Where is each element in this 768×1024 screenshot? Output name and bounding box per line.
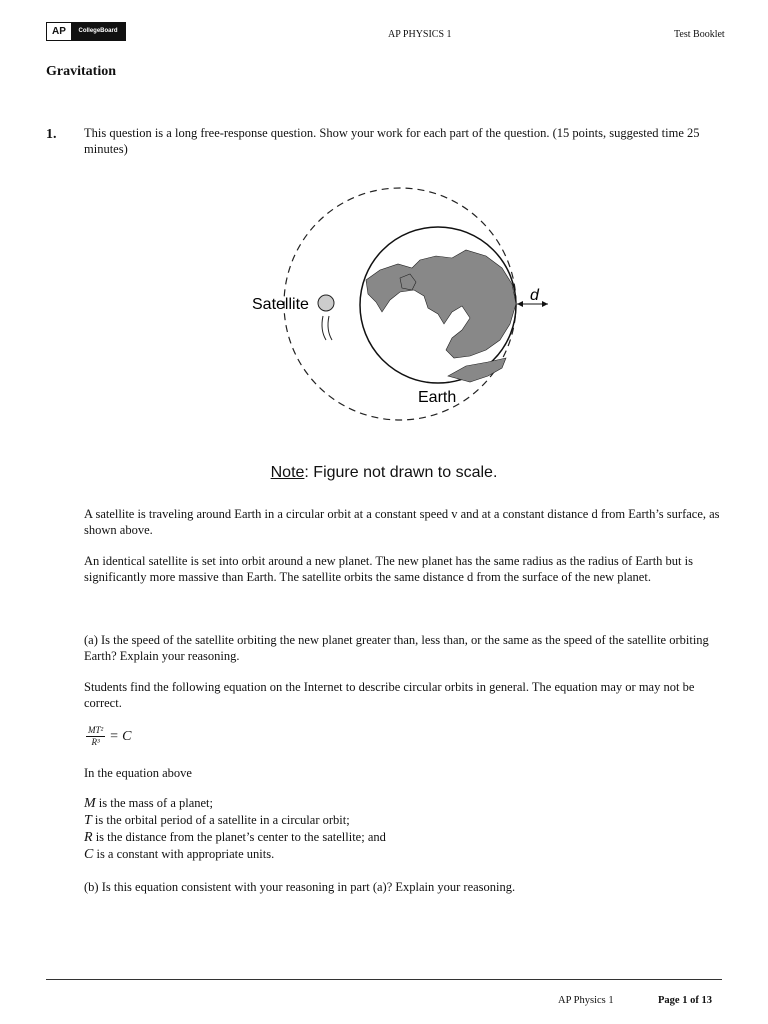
paragraph-equation-intro: In the equation above — [84, 766, 192, 780]
definition-variable: M — [84, 796, 96, 811]
arrowhead-left — [517, 301, 523, 307]
section-title: Gravitation — [46, 64, 116, 79]
definition-text: is the mass of a planet; — [95, 796, 214, 810]
header-booklet: Test Booklet — [674, 29, 725, 40]
question-number: 1. — [46, 127, 57, 142]
definition-text: is the distance from the planet’s center to the satellite; and — [92, 830, 386, 844]
equation — [86, 725, 132, 748]
definition-item — [84, 829, 724, 846]
definition-text: is the orbital period of a satellite in a circular orbit; — [91, 813, 350, 827]
footer-divider — [46, 979, 722, 980]
satellite-motion-line — [328, 316, 332, 340]
paragraph-new-planet: An identical satellite is set into orbit around a new planet. The new planet has the same radius as the radius of Earth but is significantly more massive than Earth. The satellite orbits the same distance d from the surface of the new planet. — [84, 554, 693, 584]
part-b-question: (b) Is this equation consistent with your reasoning in part (a)? Explain your reasoning. — [84, 880, 516, 894]
definition-item — [84, 812, 724, 829]
paragraph-students: Students find the following equation on the Internet to describe circular orbits in general. The equation may or may not be correct. — [84, 680, 695, 710]
logo-ap-text: AP — [47, 23, 71, 40]
equation-fraction — [86, 725, 105, 748]
definition-variable: R — [84, 830, 93, 845]
paragraph-satellite: A satellite is traveling around Earth in a circular orbit at a constant speed v and at a constant distance d from Earth’s surface, as shown above. — [84, 507, 720, 537]
header-course: AP PHYSICS 1 — [388, 29, 452, 40]
note-prefix: Note — [270, 464, 305, 481]
satellite-label: Satellite — [252, 296, 309, 313]
definition-text: is a constant with appropriate units. — [93, 847, 275, 861]
satellite-circle — [318, 295, 334, 311]
figure-note — [0, 464, 768, 482]
arrowhead-right — [542, 301, 548, 307]
definition-item — [84, 795, 724, 812]
logo-collegeboard-text: CollegeBoard — [71, 23, 125, 40]
ap-collegeboard-logo — [46, 22, 126, 41]
equation-rhs: = C — [109, 728, 132, 744]
question-intro: This question is a long free-response question. Show your work for each part of the question. (15 points, suggested time 25 minutes) — [84, 126, 700, 156]
orbit-figure — [240, 180, 570, 430]
definition-variable: T — [84, 813, 92, 828]
footer-page-number: Page 1 of 13 — [658, 995, 712, 1006]
definition-variable: C — [84, 847, 94, 862]
equation-numerator: MT² — [88, 725, 104, 735]
definition-list — [84, 795, 724, 863]
distance-label: d — [530, 287, 539, 304]
footer-course: AP Physics 1 — [558, 995, 614, 1006]
note-text: : Figure not drawn to scale. — [304, 464, 498, 481]
equation-denominator: R³ — [91, 737, 100, 747]
part-a-question: (a) Is the speed of the satellite orbiting the new planet greater than, less than, or the same as the speed of the satellite orbiting Earth? Explain your reasoning. — [84, 633, 709, 663]
satellite-motion-line — [322, 316, 326, 340]
earth-label: Earth — [418, 389, 457, 406]
definition-item — [84, 846, 724, 863]
